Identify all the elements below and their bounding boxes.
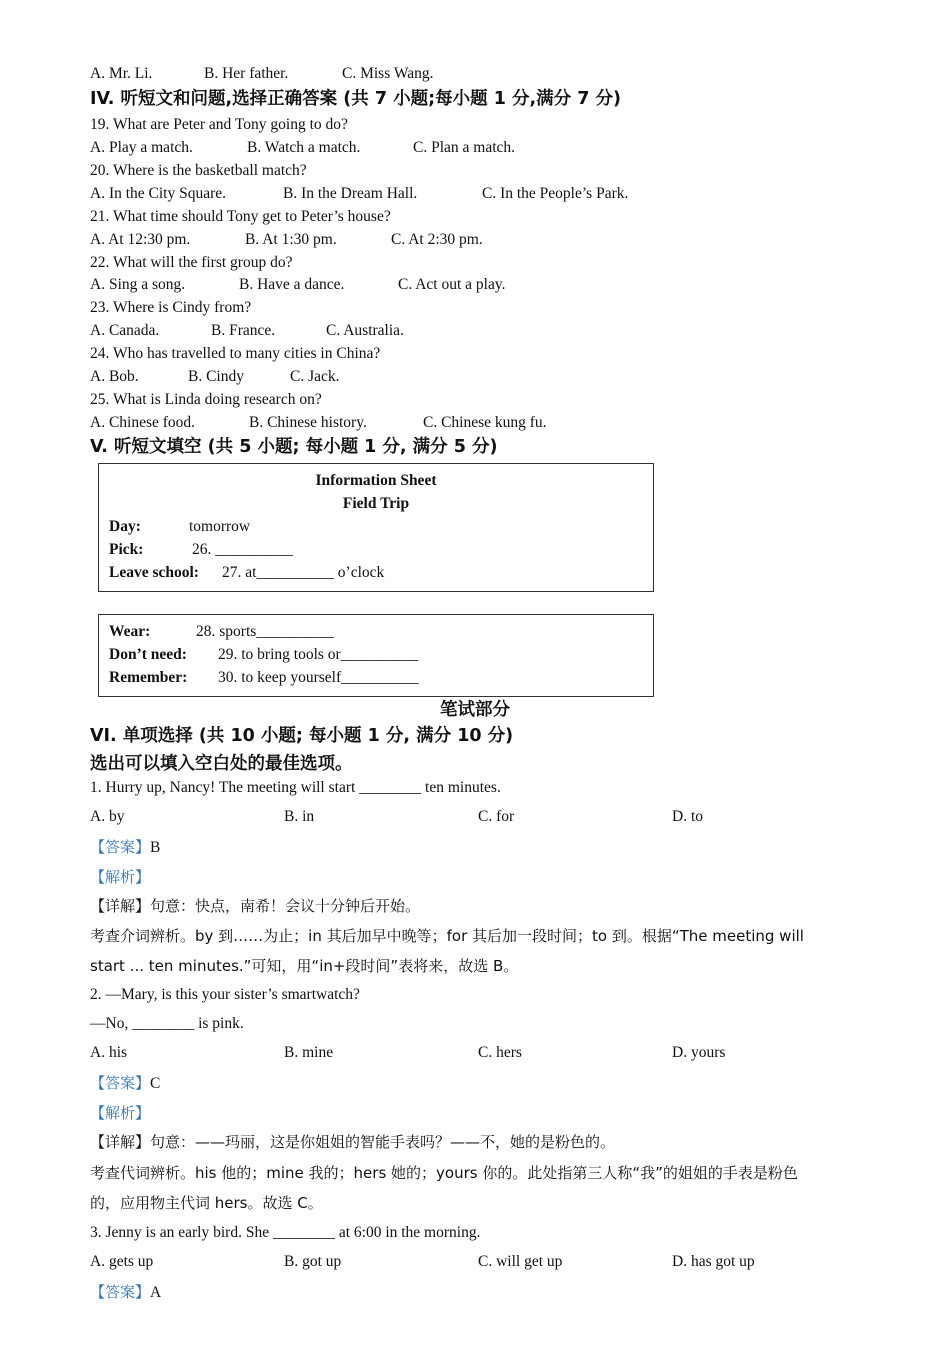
q24-stem: 24. Who has travelled to many cities in China? xyxy=(90,345,381,362)
q2-option-b: B. mine xyxy=(284,1044,334,1061)
q18-option-c: C. Miss Wang. xyxy=(342,65,434,82)
q18-option-b: B. Her father. xyxy=(204,65,289,82)
q23-option-a: A. Canada. xyxy=(90,322,160,339)
q3-option-b: B. got up xyxy=(284,1253,342,1270)
q24-option-b: B. Cindy xyxy=(188,368,244,385)
q2-option-d: D. yours xyxy=(672,1044,726,1061)
q1-detail-line xyxy=(90,896,420,916)
q19-option-c: C. Plan a match. xyxy=(413,139,516,156)
info-sheet-box-2 xyxy=(98,614,654,697)
q3-answer-line xyxy=(90,1282,161,1303)
q24-option-a: A. Bob. xyxy=(90,368,139,385)
day-value: tomorrow xyxy=(189,518,251,535)
info-sheet-subtitle: Field Trip xyxy=(342,495,410,512)
q3-option-a: A. gets up xyxy=(90,1253,154,1270)
q20-option-c: C. In the People’s Park. xyxy=(482,185,629,202)
q1-explanation-1: 考查介词辨析。by 到……为止；in 其后加早中晚等；for 其后加一段时间；to 到。根据“The meeting will xyxy=(90,927,804,945)
info-sheet-title: Information Sheet xyxy=(315,472,437,489)
q23-option-c: C. Australia. xyxy=(326,322,404,339)
q1-explanation-2: start ... ten minutes.”可知，用“in+段时间”表将来，故选 B。 xyxy=(90,957,519,975)
q3-answer: A xyxy=(150,1284,162,1301)
q21-stem: 21. What time should Tony get to Peter’s house? xyxy=(90,208,391,225)
q25-option-a: A. Chinese food. xyxy=(90,414,196,431)
q1-detail: 句意：快点，南希！会议十分钟后开始。 xyxy=(150,897,421,915)
written-part-title: 笔试部分 xyxy=(440,700,510,720)
q2-analysis-tag: 【解析】 xyxy=(90,1104,151,1122)
section-5-heading: V. 听短文填空 (共 5 小题; 每小题 1 分, 满分 5 分) xyxy=(90,437,498,457)
q3-option-c: C. will get up xyxy=(478,1253,563,1270)
q2-detail-line xyxy=(90,1132,615,1152)
q22-stem: 22. What will the first group do? xyxy=(90,254,293,271)
q2-explanation-1: 考查代词辨析。his 他的；mine 我的；hers 她的；yours 你的。此处指第三人称“我”的姐姐的手表是粉色 xyxy=(90,1164,798,1182)
q23-stem: 23. Where is Cindy from? xyxy=(90,299,252,316)
q20-stem: 20. Where is the basketball match? xyxy=(90,162,307,179)
q22-option-c: C. Act out a play. xyxy=(398,276,506,293)
q18-option-a: A. Mr. Li. xyxy=(90,65,153,82)
q20-option-a: A. In the City Square. xyxy=(90,185,227,202)
dont-need-label: Don’t need: xyxy=(109,646,187,663)
q2-explanation-2: 的，应用物主代词 hers。故选 C。 xyxy=(90,1194,323,1212)
q20-option-b: B. In the Dream Hall. xyxy=(283,185,418,202)
q2-option-a: A. his xyxy=(90,1044,128,1061)
q2-stem-1: 2. —Mary, is this your sister’s smartwatch? xyxy=(90,986,360,1003)
dont-need-blank: 29. to bring tools or__________ xyxy=(218,646,419,663)
q1-answer-line xyxy=(90,837,160,858)
q19-option-b: B. Watch a match. xyxy=(247,139,361,156)
q2-option-c: C. hers xyxy=(478,1044,522,1061)
leave-school-label: Leave school: xyxy=(109,564,199,581)
q1-analysis-tag: 【解析】 xyxy=(90,868,151,886)
q21-option-b: B. At 1:30 pm. xyxy=(245,231,337,248)
q2-detail: 句意：——玛丽，这是你姐姐的智能手表吗？——不，她的是粉色的。 xyxy=(150,1133,616,1151)
wear-blank: 28. sports__________ xyxy=(196,623,334,640)
wear-label: Wear: xyxy=(109,623,151,640)
q21-option-c: C. At 2:30 pm. xyxy=(391,231,483,248)
q25-stem: 25. What is Linda doing research on? xyxy=(90,391,322,408)
q25-option-c: C. Chinese kung fu. xyxy=(423,414,547,431)
q1-option-b: B. in xyxy=(284,808,315,825)
q1-answer: B xyxy=(150,839,161,856)
q2-answer-tag: 【答案】 xyxy=(90,1074,151,1092)
day-label: Day: xyxy=(109,518,141,535)
q3-stem: 3. Jenny is an early bird. She ________ at 6:00 in the morning. xyxy=(90,1224,481,1241)
section-6-heading: VI. 单项选择 (共 10 小题; 每小题 1 分, 满分 10 分) xyxy=(90,726,514,746)
leave-school-blank: 27. at__________ o’clock xyxy=(222,564,385,581)
q21-option-a: A. At 12:30 pm. xyxy=(90,231,191,248)
q2-stem-2: —No, ________ is pink. xyxy=(90,1015,244,1032)
q2-detail-tag: 【详解】 xyxy=(90,1133,151,1151)
q22-option-a: A. Sing a song. xyxy=(90,276,186,293)
remember-label: Remember: xyxy=(109,669,188,686)
q1-option-c: C. for xyxy=(478,808,515,825)
info-sheet-box-1 xyxy=(98,463,654,592)
q1-answer-tag: 【答案】 xyxy=(90,838,151,856)
q19-option-a: A. Play a match. xyxy=(90,139,193,156)
q1-option-d: D. to xyxy=(672,808,703,825)
q25-option-b: B. Chinese history. xyxy=(249,414,367,431)
q1-option-a: A. by xyxy=(90,808,125,825)
q24-option-c: C. Jack. xyxy=(290,368,340,385)
q19-stem: 19. What are Peter and Tony going to do? xyxy=(90,116,348,133)
q1-stem: 1. Hurry up, Nancy! The meeting will start ________ ten minutes. xyxy=(90,779,501,796)
q22-option-b: B. Have a dance. xyxy=(239,276,345,293)
q1-detail-tag: 【详解】 xyxy=(90,897,151,915)
q2-answer-line xyxy=(90,1073,160,1094)
q3-answer-tag: 【答案】 xyxy=(90,1283,151,1301)
q2-answer: C xyxy=(150,1075,161,1092)
section-4-heading: IV. 听短文和问题,选择正确答案 (共 7 小题;每小题 1 分,满分 7 分) xyxy=(90,89,622,109)
section-6-instruction: 选出可以填入空白处的最佳选项。 xyxy=(90,754,353,774)
q23-option-b: B. France. xyxy=(211,322,276,339)
remember-blank: 30. to keep yourself__________ xyxy=(218,669,419,686)
pick-label: Pick: xyxy=(109,541,144,558)
pick-blank: 26. __________ xyxy=(192,541,293,558)
q3-option-d: D. has got up xyxy=(672,1253,755,1270)
